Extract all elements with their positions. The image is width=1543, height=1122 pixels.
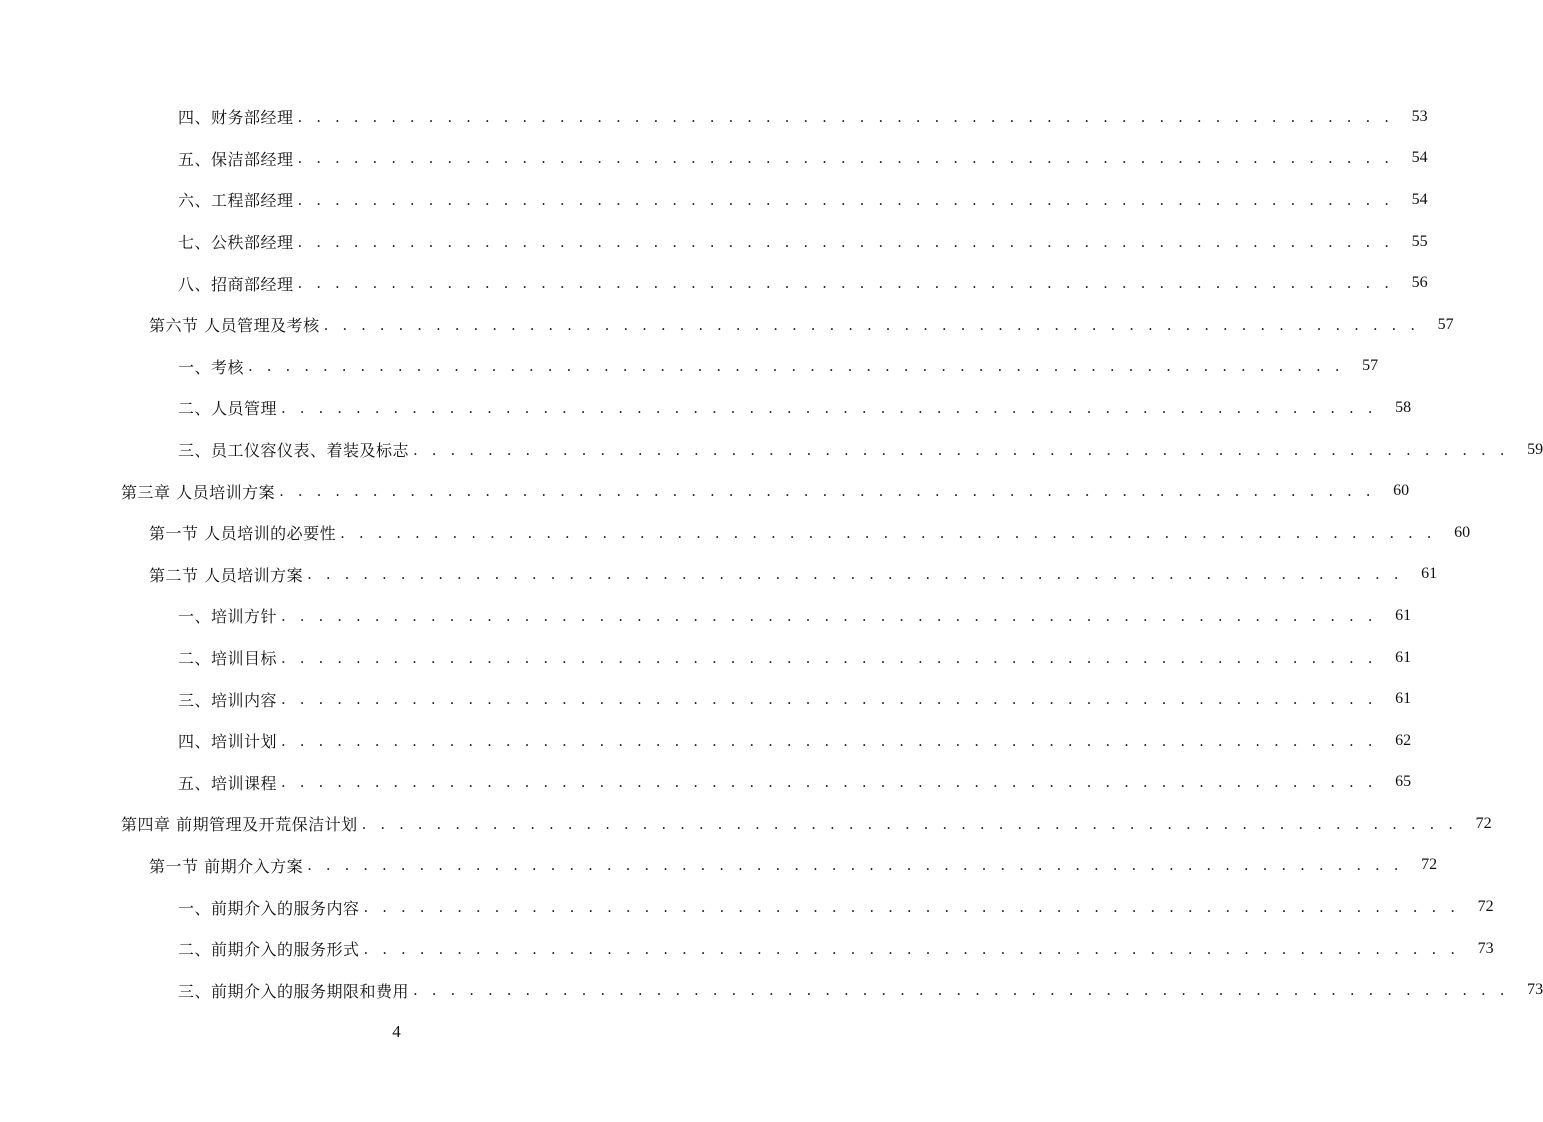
toc-entry-page: 65 — [1395, 773, 1412, 791]
toc-entry[interactable] — [0, 470, 1410, 512]
toc-entry-page: 73 — [1527, 981, 1543, 999]
toc-entry-title: 第六节 人员管理及考核 — [149, 316, 320, 336]
page-number: 4 — [392, 1022, 401, 1041]
toc-entry[interactable] — [0, 595, 1412, 637]
toc-dot-leader: . . . . . . . . . . . . . . . . . . . . . . . . . . . . . . . . . . . . . . . . . . . . . . . . . . . . . . . . . . . — [297, 232, 1394, 251]
toc-entry[interactable] — [0, 96, 1428, 138]
toc-entry-title: 二、培训目标 — [178, 649, 278, 669]
toc-entry[interactable] — [0, 803, 1492, 845]
toc-dot-leader: . . . . . . . . . . . . . . . . . . . . . . . . . . . . . . . . . . . . . . . . . . . . . . . . . . . . . . . . . . . — [413, 440, 1510, 459]
toc-entry-title: 三、员工仪容仪表、着装及标志 — [178, 441, 410, 461]
toc-entry-title: 第二节 人员培训方案 — [149, 565, 304, 585]
toc-entry-title: 一、考核 — [178, 357, 245, 377]
toc-entry-page: 72 — [1421, 856, 1438, 874]
toc-dot-leader: . . . . . . . . . . . . . . . . . . . . . . . . . . . . . . . . . . . . . . . . . . . . . . . . . . . . . . . . . . . — [307, 856, 1404, 875]
toc-entry-title: 四、培训计划 — [178, 732, 278, 752]
toc-entry-title: 三、培训内容 — [178, 690, 278, 710]
toc-entry-title: 二、前期介入的服务形式 — [178, 940, 360, 960]
toc-dot-leader: . . . . . . . . . . . . . . . . . . . . . . . . . . . . . . . . . . . . . . . . . . . . . . . . . . . . . . . . . . . — [281, 648, 1378, 667]
toc-entry-page: 57 — [1437, 315, 1454, 333]
toc-entry-page: 61 — [1421, 565, 1438, 583]
toc-entry[interactable] — [0, 762, 1412, 804]
toc-entry-page: 55 — [1411, 232, 1428, 250]
toc-entry-page: 61 — [1395, 690, 1412, 708]
toc-entry[interactable] — [0, 346, 1379, 388]
toc-entry-page: 61 — [1395, 606, 1412, 624]
toc-entry-title: 五、保洁部经理 — [178, 149, 294, 169]
toc-entry-title: 五、培训课程 — [178, 773, 278, 793]
toc-entry-page: 61 — [1395, 648, 1412, 666]
toc-entry-title: 二、人员管理 — [178, 399, 278, 419]
toc-entry[interactable] — [0, 678, 1412, 720]
toc-entry-title: 四、财务部经理 — [178, 108, 294, 128]
toc-entry-title: 第一节 人员培训的必要性 — [149, 524, 337, 544]
toc-entry[interactable] — [0, 720, 1412, 762]
toc-entry-page: 56 — [1411, 274, 1428, 292]
toc-entry-page: 72 — [1475, 814, 1492, 832]
toc-entry-title: 第四章 前期管理及开荒保洁计划 — [121, 815, 358, 835]
toc-dot-leader: . . . . . . . . . . . . . . . . . . . . . . . . . . . . . . . . . . . . . . . . . . . . . . . . . . . . . . . . . . . — [281, 731, 1378, 750]
toc-entry-page: 60 — [1454, 523, 1471, 541]
toc-entry[interactable] — [0, 512, 1471, 554]
toc-dot-leader: . . . . . . . . . . . . . . . . . . . . . . . . . . . . . . . . . . . . . . . . . . . . . . . . . . . . . . . . . . . — [281, 606, 1378, 625]
toc-entry-title: 六、工程部经理 — [178, 191, 294, 211]
toc-dot-leader: . . . . . . . . . . . . . . . . . . . . . . . . . . . . . . . . . . . . . . . . . . . . . . . . . . . . . . . . . . . — [281, 773, 1378, 792]
toc-dot-leader: . . . . . . . . . . . . . . . . . . . . . . . . . . . . . . . . . . . . . . . . . . . . . . . . . . . . . . . . . . . — [297, 190, 1394, 209]
toc-entry[interactable] — [0, 304, 1454, 346]
toc-dot-leader: . . . . . . . . . . . . . . . . . . . . . . . . . . . . . . . . . . . . . . . . . . . . . . . . . . . . . . . . . . . — [297, 107, 1394, 126]
toc-entry[interactable] — [0, 969, 1543, 1011]
toc-entry-title: 一、培训方针 — [178, 607, 278, 627]
toc-entry-title: 第一节 前期介入方案 — [149, 856, 304, 876]
toc-entry-page: 57 — [1362, 357, 1379, 375]
toc-entry-page: 54 — [1411, 149, 1428, 167]
toc-dot-leader: . . . . . . . . . . . . . . . . . . . . . . . . . . . . . . . . . . . . . . . . . . . . . . . . . . . . . . . . . . . — [297, 274, 1394, 293]
toc-entry-page: 73 — [1477, 939, 1494, 957]
table-of-contents — [0, 96, 1543, 1011]
toc-dot-leader: . . . . . . . . . . . . . . . . . . . . . . . . . . . . . . . . . . . . . . . . . . . . . . . . . . . . . . . . . . . — [281, 398, 1378, 417]
toc-entry[interactable] — [0, 221, 1428, 263]
toc-dot-leader: . . . . . . . . . . . . . . . . . . . . . . . . . . . . . . . . . . . . . . . . . . . . . . . . . . . . . . . . . . . — [361, 814, 1458, 833]
toc-dot-leader: . . . . . . . . . . . . . . . . . . . . . . . . . . . . . . . . . . . . . . . . . . . . . . . . . . . . . . . . . . . — [279, 482, 1376, 501]
toc-entry[interactable] — [0, 928, 1494, 970]
toc-entry[interactable] — [0, 262, 1428, 304]
toc-entry-page: 62 — [1395, 731, 1412, 749]
toc-entry-page: 72 — [1477, 898, 1494, 916]
toc-entry[interactable] — [0, 138, 1428, 180]
toc-entry[interactable] — [0, 845, 1438, 887]
toc-entry-title: 一、前期介入的服务内容 — [178, 898, 360, 918]
toc-dot-leader: . . . . . . . . . . . . . . . . . . . . . . . . . . . . . . . . . . . . . . . . . . . . . . . . . . . . . . . . . . . — [363, 939, 1460, 958]
toc-entry-page: 53 — [1411, 107, 1428, 125]
toc-entry[interactable] — [0, 554, 1438, 596]
toc-dot-leader: . . . . . . . . . . . . . . . . . . . . . . . . . . . . . . . . . . . . . . . . . . . . . . . . . . . . . . . . . . . — [297, 149, 1394, 168]
toc-entry-page: 59 — [1527, 440, 1543, 458]
toc-entry[interactable] — [0, 179, 1428, 221]
toc-entry-page: 54 — [1411, 190, 1428, 208]
toc-entry[interactable] — [0, 387, 1412, 429]
toc-dot-leader: . . . . . . . . . . . . . . . . . . . . . . . . . . . . . . . . . . . . . . . . . . . . . . . . . . . . . . . . . . . — [323, 315, 1420, 334]
toc-entry-title: 三、前期介入的服务期限和费用 — [178, 981, 410, 1001]
toc-entry-page: 60 — [1393, 482, 1410, 500]
toc-dot-leader: . . . . . . . . . . . . . . . . . . . . . . . . . . . . . . . . . . . . . . . . . . . . . . . . . . . . . . . . . . . — [248, 357, 1345, 376]
toc-dot-leader: . . . . . . . . . . . . . . . . . . . . . . . . . . . . . . . . . . . . . . . . . . . . . . . . . . . . . . . . . . . — [340, 523, 1437, 542]
toc-entry[interactable] — [0, 429, 1543, 471]
toc-entry[interactable] — [0, 637, 1412, 679]
toc-entry-page: 58 — [1395, 398, 1412, 416]
toc-dot-leader: . . . . . . . . . . . . . . . . . . . . . . . . . . . . . . . . . . . . . . . . . . . . . . . . . . . . . . . . . . . — [363, 898, 1460, 917]
toc-dot-leader: . . . . . . . . . . . . . . . . . . . . . . . . . . . . . . . . . . . . . . . . . . . . . . . . . . . . . . . . . . . — [413, 981, 1510, 1000]
toc-entry-title: 八、招商部经理 — [178, 274, 294, 294]
toc-dot-leader: . . . . . . . . . . . . . . . . . . . . . . . . . . . . . . . . . . . . . . . . . . . . . . . . . . . . . . . . . . . — [281, 690, 1378, 709]
toc-entry[interactable] — [0, 886, 1494, 928]
toc-dot-leader: . . . . . . . . . . . . . . . . . . . . . . . . . . . . . . . . . . . . . . . . . . . . . . . . . . . . . . . . . . . — [307, 565, 1404, 584]
toc-entry-title: 七、公秩部经理 — [178, 233, 294, 253]
toc-entry-title: 第三章 人员培训方案 — [121, 482, 276, 502]
